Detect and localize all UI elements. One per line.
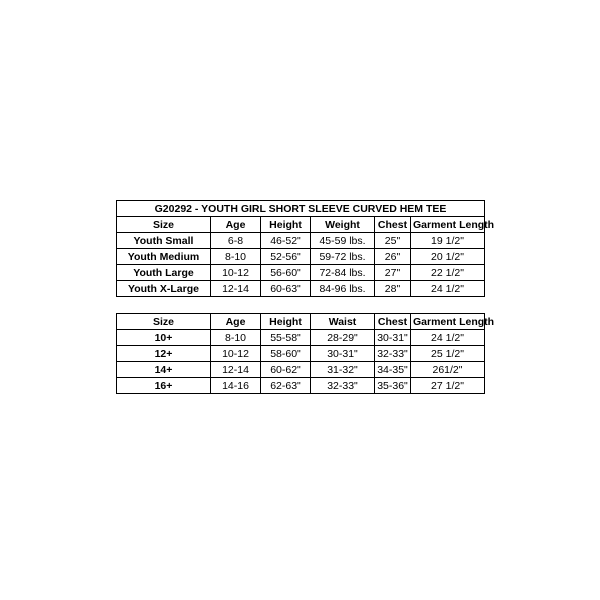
table-row (117, 378, 485, 394)
cell-garment-length: 25 1/2" (411, 346, 485, 362)
table-title-row (117, 201, 485, 217)
cell-height: 56-60" (261, 265, 311, 281)
cell-chest: 34-35" (375, 362, 411, 378)
cell-height: 60-62" (261, 362, 311, 378)
table-row (117, 346, 485, 362)
cell-waist: 28-29" (311, 330, 375, 346)
cell-age: 12-14 (211, 281, 261, 297)
cell-age: 14-16 (211, 378, 261, 394)
table-header-row (117, 314, 485, 330)
cell-age: 12-14 (211, 362, 261, 378)
header-garment-length: Garment Length (411, 314, 485, 330)
cell-weight: 72-84 lbs. (311, 265, 375, 281)
cell-chest: 35-36" (375, 378, 411, 394)
table-row (117, 281, 485, 297)
cell-age: 10-12 (211, 265, 261, 281)
cell-height: 46-52" (261, 233, 311, 249)
header-size: Size (117, 314, 211, 330)
cell-garment-length: 261/2" (411, 362, 485, 378)
cell-waist: 31-32" (311, 362, 375, 378)
header-waist: Waist (311, 314, 375, 330)
cell-garment-length: 20 1/2" (411, 249, 485, 265)
cell-height: 58-60" (261, 346, 311, 362)
table-row (117, 362, 485, 378)
header-size: Size (117, 217, 211, 233)
cell-age: 8-10 (211, 249, 261, 265)
cell-weight: 45-59 lbs. (311, 233, 375, 249)
cell-garment-length: 27 1/2" (411, 378, 485, 394)
cell-garment-length: 19 1/2" (411, 233, 485, 249)
cell-height: 60-63" (261, 281, 311, 297)
cell-age: 8-10 (211, 330, 261, 346)
cell-weight: 59-72 lbs. (311, 249, 375, 265)
table-header-row (117, 217, 485, 233)
cell-chest: 28" (375, 281, 411, 297)
table-row (117, 249, 485, 265)
header-height: Height (261, 314, 311, 330)
header-age: Age (211, 314, 261, 330)
cell-weight: 84-96 lbs. (311, 281, 375, 297)
header-chest: Chest (375, 314, 411, 330)
table-title: G20292 - YOUTH GIRL SHORT SLEEVE CURVED HEM TEE (117, 201, 485, 217)
cell-height: 52-56" (261, 249, 311, 265)
cell-garment-length: 24 1/2" (411, 281, 485, 297)
cell-chest: 27" (375, 265, 411, 281)
header-chest: Chest (375, 217, 411, 233)
cell-garment-length: 24 1/2" (411, 330, 485, 346)
cell-waist: 32-33" (311, 378, 375, 394)
header-height: Height (261, 217, 311, 233)
cell-waist: 30-31" (311, 346, 375, 362)
cell-chest: 25" (375, 233, 411, 249)
header-age: Age (211, 217, 261, 233)
cell-chest: 26" (375, 249, 411, 265)
table-row (117, 265, 485, 281)
cell-size: Youth Large (117, 265, 211, 281)
table-row (117, 233, 485, 249)
cell-age: 10-12 (211, 346, 261, 362)
cell-age: 6-8 (211, 233, 261, 249)
cell-chest: 30-31" (375, 330, 411, 346)
cell-size: 16+ (117, 378, 211, 394)
cell-height: 55-58" (261, 330, 311, 346)
cell-size: Youth Medium (117, 249, 211, 265)
cell-size: Youth X-Large (117, 281, 211, 297)
cell-size: 12+ (117, 346, 211, 362)
cell-height: 62-63" (261, 378, 311, 394)
cell-size: 10+ (117, 330, 211, 346)
cell-chest: 32-33" (375, 346, 411, 362)
plus-size-table (116, 313, 495, 394)
cell-size: 14+ (117, 362, 211, 378)
cell-garment-length: 22 1/2" (411, 265, 485, 281)
youth-size-table (116, 200, 495, 297)
header-weight: Weight (311, 217, 375, 233)
cell-size: Youth Small (117, 233, 211, 249)
table-row (117, 330, 485, 346)
header-garment-length: Garment Length (411, 217, 485, 233)
